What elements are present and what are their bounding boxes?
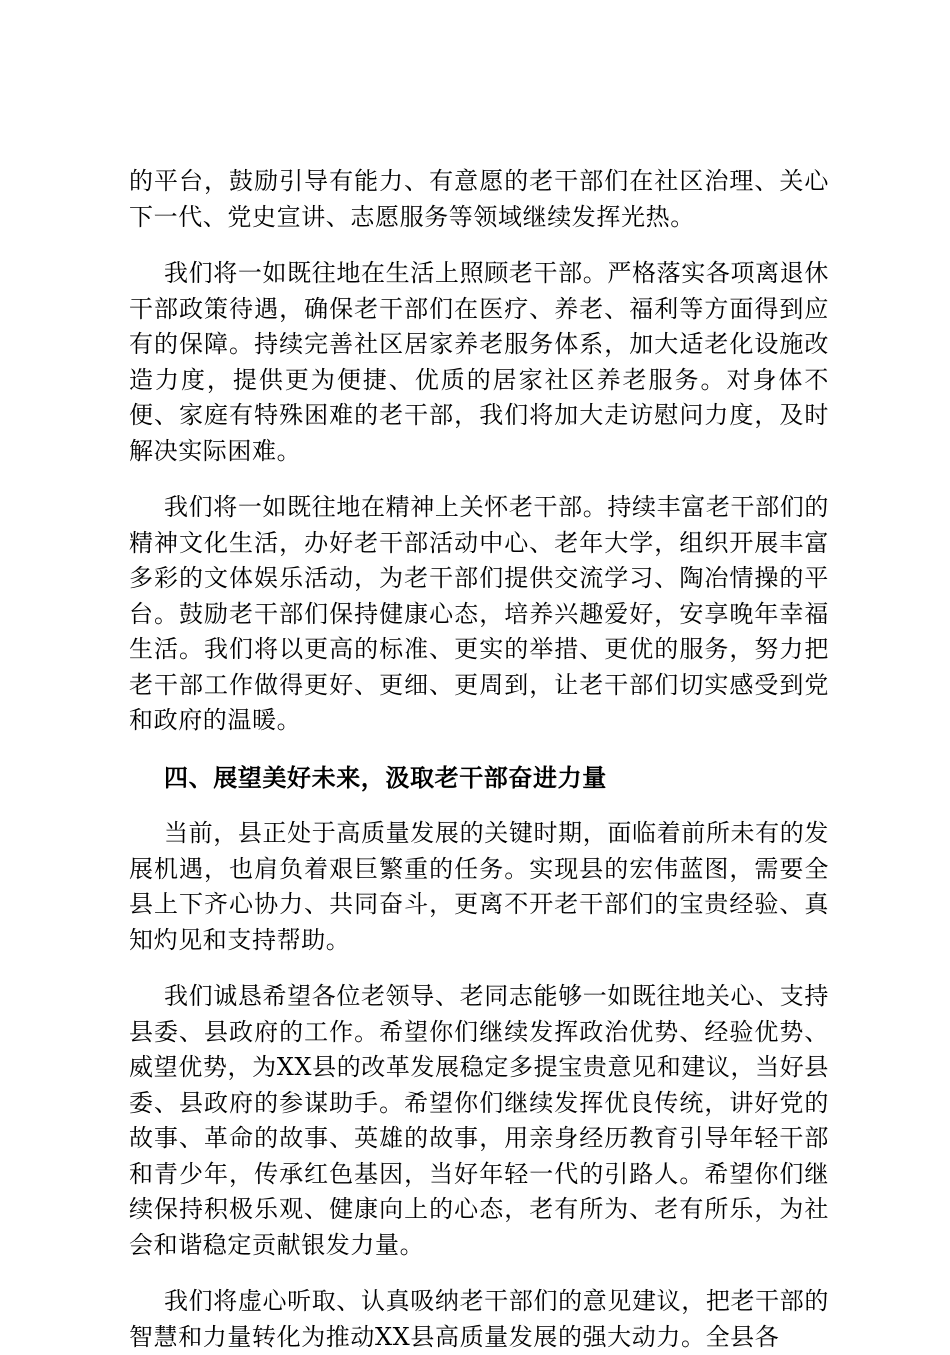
body-paragraph-hopes: 我们诚恳希望各位老领导、老同志能够一如既往地关心、支持县委、县政府的工作。希望你们继续发挥政治优势、经验优势、威望优势，为XX县的改革发展稳定多提宝贵意见和建议，当好县委、县政府的参谋助手。希望你们继续发挥优良传统，讲好党的故事、革命的故事、英雄的故事，用亲身经历教育引导年轻干部和青少年，传承红色基因，当好年轻一代的引路人。希望你们继续保持积极乐观、健康向上的心态，老有所为、老有所乐，为社会和谐稳定贡献银发力量。 — [129, 982, 829, 1259]
body-paragraph-commitment: 我们将虚心听取、认真吸纳老干部们的意见建议，把老干部的智慧和力量转化为推动XX县高质量发展的强大动力。全县各 — [129, 1287, 829, 1351]
body-paragraph-spiritual-care: 我们将一如既往地在精神上关怀老干部。持续丰富老干部们的精神文化生活，办好老干部活动中心、老年大学，组织开展丰富多彩的文体娱乐活动，为老干部们提供交流学习、陶冶情操的平台。鼓励老干部们保持健康心态，培养兴趣爱好，安享晚年幸福生活。我们将以更高的标准、更实的举措、更优的服务，努力把老干部工作做得更好、更细、更周到，让老干部们切实感受到党和政府的温暖。 — [129, 493, 829, 734]
document-page — [129, 164, 829, 1355]
body-paragraph-life-care: 我们将一如既往地在生活上照顾老干部。严格落实各项离退休干部政策待遇，确保老干部们在医疗、养老、福利等方面得到应有的保障。持续完善社区居家养老服务体系，加大适老化设施改造力度，提供更为便捷、优质的居家社区养老服务。对身体不便、家庭有特殊困难的老干部，我们将加大走访慰问力度，及时解决实际困难。 — [129, 259, 829, 465]
section-heading: 四、展望美好未来，汲取老干部奋进力量 — [164, 762, 607, 792]
body-paragraph-continuation: 的平台，鼓励引导有能力、有意愿的老干部们在社区治理、关心下一代、党史宣讲、志愿服务等领域继续发挥光热。 — [129, 167, 829, 231]
body-paragraph-current-situation: 当前，县正处于高质量发展的关键时期，面临着前所未有的发展机遇，也肩负着艰巨繁重的任务。实现县的宏伟蓝图，需要全县上下齐心协力、共同奋斗，更离不开老干部们的宝贵经验、真知灼见和支持帮助。 — [129, 819, 829, 954]
